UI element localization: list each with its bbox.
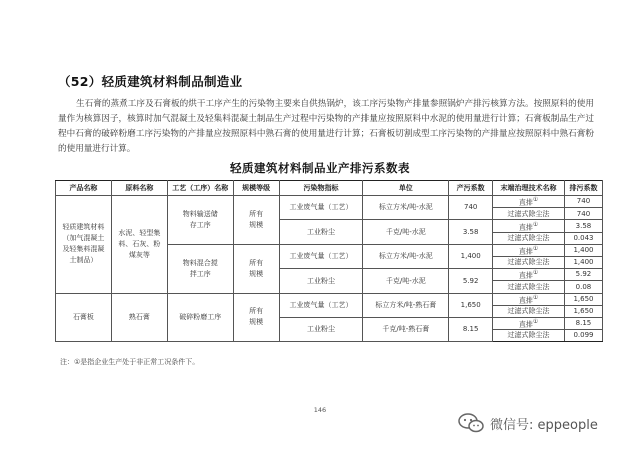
header-cell: 产品名称 <box>56 181 112 196</box>
table-row <box>56 196 603 208</box>
header-cell: 末端治理技术名称 <box>493 181 565 196</box>
body-paragraph: 生石膏的蒸煮工序及石膏板的烘干工序产生的污染物主要来自供热锅炉，该工序污染物产排量参照锅炉产排污核算方法。按照原料的使用量作为核算因子，核算时加气混凝土及轻集料混凝土制品生产过程中污染物的产排量应按照原料中水泥的使用量进行计算；石膏板制品生产过程中石膏的破碎粉磨工序污染物的产排量应按照原料中熟石膏的使用量进行计算；石膏板切割成型工序污染物的产排量应按照原料中熟石膏粉的使用量进行计算。 <box>58 99 594 154</box>
process-name-cell: 物料输送储存工序 <box>167 196 233 245</box>
wechat-watermark <box>458 413 598 433</box>
pollutant-cell: 工业废气量（工艺） <box>279 293 363 317</box>
watermark-text: 微信号: eppeople <box>490 417 598 433</box>
table-footnote: 注：①是指企业生产处于非正常工况条件下。 <box>60 358 200 366</box>
discharge-coefficient-cell: 0.043 <box>564 232 602 244</box>
production-coefficient-cell: 3.58 <box>449 220 493 244</box>
header-cell: 单位 <box>363 181 449 196</box>
production-coefficient-cell: 740 <box>449 196 493 220</box>
header-cell: 排污系数 <box>564 181 602 196</box>
table-title: 轻质建筑材料制品业产排污系数表 <box>230 161 410 175</box>
scale-cell: 所有规模 <box>233 196 279 245</box>
header-cell: 原料名称 <box>111 181 167 196</box>
unit-cell: 千克/吨-水泥 <box>363 269 449 293</box>
scale-cell: 所有规模 <box>233 244 279 293</box>
treatment-tech-cell: 过滤式除尘法 <box>493 232 565 244</box>
footnote-marker: ① <box>532 319 539 326</box>
discharge-coefficient-cell: 740 <box>564 208 602 220</box>
treatment-tech-cell: 过滤式除尘法 <box>493 208 565 220</box>
treatment-tech-label: 直排 <box>518 247 533 256</box>
section-title: （52）轻质建筑材料制品制造业 <box>58 74 243 89</box>
footnote-marker: ① <box>532 294 539 301</box>
pollutant-cell: 工业废气量（工艺） <box>279 244 363 268</box>
unit-cell: 千克/吨-熟石膏 <box>363 317 449 341</box>
table-header-row <box>56 181 603 196</box>
treatment-tech-cell: 过滤式除尘法 <box>493 305 565 317</box>
discharge-coefficient-cell: 1,400 <box>564 256 602 268</box>
treatment-tech-label: 直排 <box>518 222 533 231</box>
unit-cell: 标立方米/吨-熟石膏 <box>363 293 449 317</box>
treatment-tech-cell <box>493 293 565 305</box>
discharge-coefficient-cell: 1,650 <box>564 305 602 317</box>
treatment-tech-cell <box>493 317 565 329</box>
treatment-tech-cell <box>493 269 565 281</box>
production-coefficient-cell: 8.15 <box>449 317 493 341</box>
header-cell: 产污系数 <box>449 181 493 196</box>
product-name-cell: 轻质建筑材料（加气混凝土及轻集料混凝土制品） <box>56 196 112 294</box>
treatment-tech-cell: 过滤式除尘法 <box>493 330 565 342</box>
discharge-coefficient-cell: 1,400 <box>564 244 602 256</box>
material-name-cell: 熟石膏 <box>111 293 167 342</box>
header-cell: 污染物指标 <box>279 181 363 196</box>
treatment-tech-cell <box>493 244 565 256</box>
discharge-coefficient-cell: 740 <box>564 196 602 208</box>
unit-cell: 千克/吨-水泥 <box>363 220 449 244</box>
footnote-marker: ① <box>532 270 539 277</box>
scale-cell: 所有规模 <box>233 293 279 342</box>
discharge-coefficient-cell: 5.92 <box>564 269 602 281</box>
production-coefficient-cell: 5.92 <box>449 269 493 293</box>
treatment-tech-label: 直排 <box>518 320 533 329</box>
pollutant-cell: 工业粉尘 <box>279 317 363 341</box>
emission-coefficient-table <box>55 180 603 342</box>
footnote-marker: ① <box>532 197 539 204</box>
treatment-tech-cell: 过滤式除尘法 <box>493 281 565 293</box>
process-name-cell: 破碎粉磨工序 <box>167 293 233 342</box>
treatment-tech-cell <box>493 196 565 208</box>
table-row <box>56 293 603 305</box>
page-number: 146 <box>313 406 327 414</box>
discharge-coefficient-cell: 0.099 <box>564 330 602 342</box>
unit-cell: 标立方米/吨-水泥 <box>363 244 449 268</box>
treatment-tech-label: 直排 <box>518 296 533 304</box>
treatment-tech-label: 直排 <box>518 271 533 280</box>
material-name-cell: 水泥、轻型集料、石灰、粉煤灰等 <box>111 196 167 294</box>
wechat-icon <box>458 413 484 433</box>
production-coefficient-cell: 1,400 <box>449 244 493 268</box>
product-name-cell: 石膏板 <box>56 293 112 342</box>
production-coefficient-cell: 1,650 <box>449 293 493 317</box>
header-cell: 规模等级 <box>233 181 279 196</box>
discharge-coefficient-cell: 1,650 <box>564 293 602 305</box>
pollutant-cell: 工业粉尘 <box>279 269 363 293</box>
treatment-tech-cell <box>493 220 565 232</box>
discharge-coefficient-cell: 8.15 <box>564 317 602 329</box>
discharge-coefficient-cell: 3.58 <box>564 220 602 232</box>
pollutant-cell: 工业废气量（工艺） <box>279 196 363 220</box>
footnote-marker: ① <box>532 221 539 228</box>
pollutant-cell: 工业粉尘 <box>279 220 363 244</box>
unit-cell: 标立方米/吨-水泥 <box>363 196 449 220</box>
process-name-cell: 物料混合搅拌工序 <box>167 244 233 293</box>
discharge-coefficient-cell: 0.08 <box>564 281 602 293</box>
footnote-marker: ① <box>532 245 539 252</box>
treatment-tech-cell: 过滤式除尘法 <box>493 256 565 268</box>
header-cell: 工艺（工序）名称 <box>167 181 233 196</box>
treatment-tech-label: 直排 <box>518 198 533 207</box>
